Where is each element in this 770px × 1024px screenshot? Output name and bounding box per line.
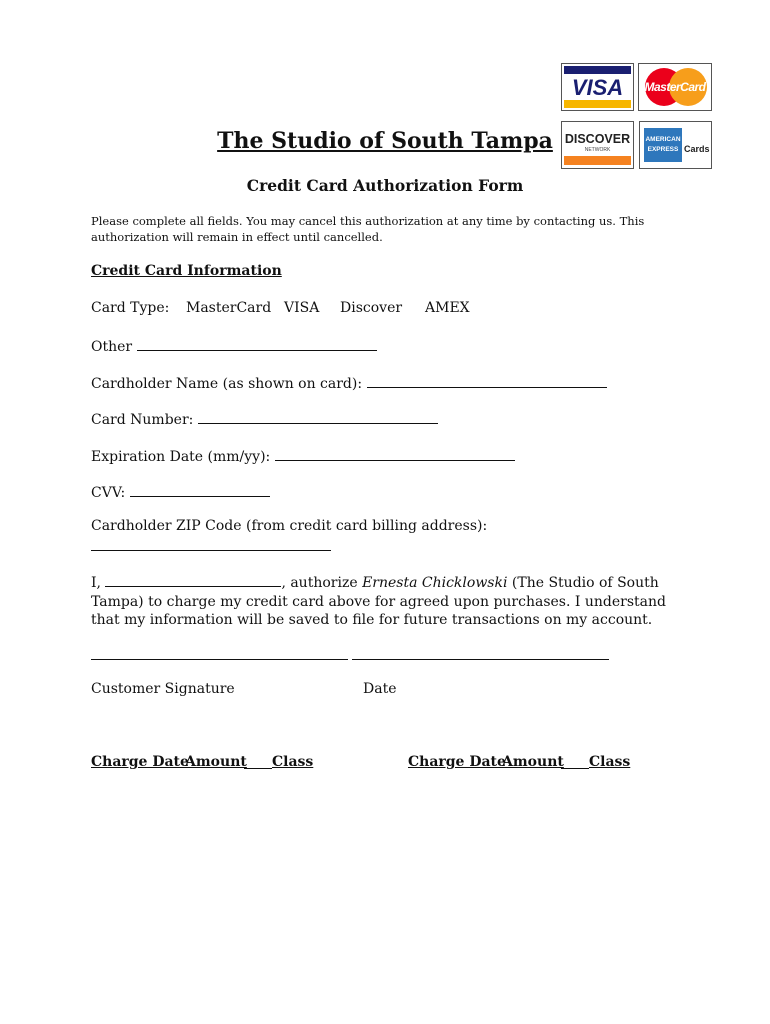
visa-logo <box>561 63 634 111</box>
cvv-label: CVV: <box>91 485 126 501</box>
cardholder-name-input-line[interactable] <box>367 373 607 388</box>
zip-label: Cardholder ZIP Code (from credit card billing address): <box>91 518 488 534</box>
expiration-label: Expiration Date (mm/yy): <box>91 449 271 465</box>
discover-logo-text: DISCOVER <box>564 132 631 146</box>
mastercard-logo-text: MasterCard <box>644 80 706 94</box>
discover-network-text: NETWORK <box>584 147 611 153</box>
card-type-amex[interactable]: AMEX <box>425 300 470 316</box>
other-input-line[interactable] <box>137 336 377 351</box>
card-type-discover[interactable]: Discover <box>340 300 403 316</box>
card-number-field[interactable] <box>91 409 438 428</box>
charge-date-header-left: Charge Date <box>91 754 189 770</box>
page-title: The Studio of South Tampa <box>217 128 553 154</box>
amex-cards-text: Cards <box>684 144 710 154</box>
other-label: Other <box>91 339 133 355</box>
card-type-label: Card Type: <box>91 300 170 316</box>
header-gap-left <box>244 754 272 773</box>
card-type-mastercard[interactable]: MasterCard <box>186 300 272 316</box>
class-header-left: Class <box>272 754 314 770</box>
section-title: Credit Card Information <box>91 263 282 279</box>
mastercard-logo <box>638 63 712 111</box>
expiration-field[interactable] <box>91 446 515 465</box>
authorization-paragraph: I, , authorize Ernesta Chicklowski (The Studio of South Tampa) to charge my credit card above for agreed upon purchases. I understand that my information will be saved to file for future transactions on my account. <box>91 572 681 630</box>
card-type-visa[interactable]: VISA <box>284 300 320 316</box>
other-field[interactable] <box>91 336 377 355</box>
authorizer-name-input-line[interactable] <box>105 572 281 587</box>
visa-logo-text: VISA <box>571 75 624 100</box>
zip-input-line[interactable] <box>91 550 331 551</box>
date-label: Date <box>363 681 397 697</box>
cvv-input-line[interactable] <box>130 482 270 497</box>
amount-header-right: Amount <box>502 754 564 770</box>
expiration-input-line[interactable] <box>275 446 515 461</box>
cardholder-name-field[interactable] <box>91 373 607 392</box>
customer-signature-line[interactable] <box>91 659 348 660</box>
header-gap-right <box>561 754 589 773</box>
amount-header-left: Amount <box>185 754 247 770</box>
card-number-input-line[interactable] <box>198 409 438 424</box>
authorized-person-name: Ernesta Chicklowski <box>362 575 508 591</box>
charge-date-header-right: Charge Date <box>408 754 506 770</box>
cardholder-name-label: Cardholder Name (as shown on card): <box>91 376 363 392</box>
class-header-right: Class <box>589 754 631 770</box>
cvv-field[interactable] <box>91 482 270 501</box>
intro-text: Please complete all fields. You may cancel this authorization at any time by contacting us. This authorization will remain in effect until cancelled. <box>91 214 645 244</box>
date-line[interactable] <box>352 659 609 660</box>
customer-signature-label: Customer Signature <box>91 681 235 697</box>
card-number-label: Card Number: <box>91 412 194 428</box>
amex-logo-box: AMERICAN EXPRESS <box>644 128 682 162</box>
form-subtitle: Credit Card Authorization Form <box>246 176 524 195</box>
